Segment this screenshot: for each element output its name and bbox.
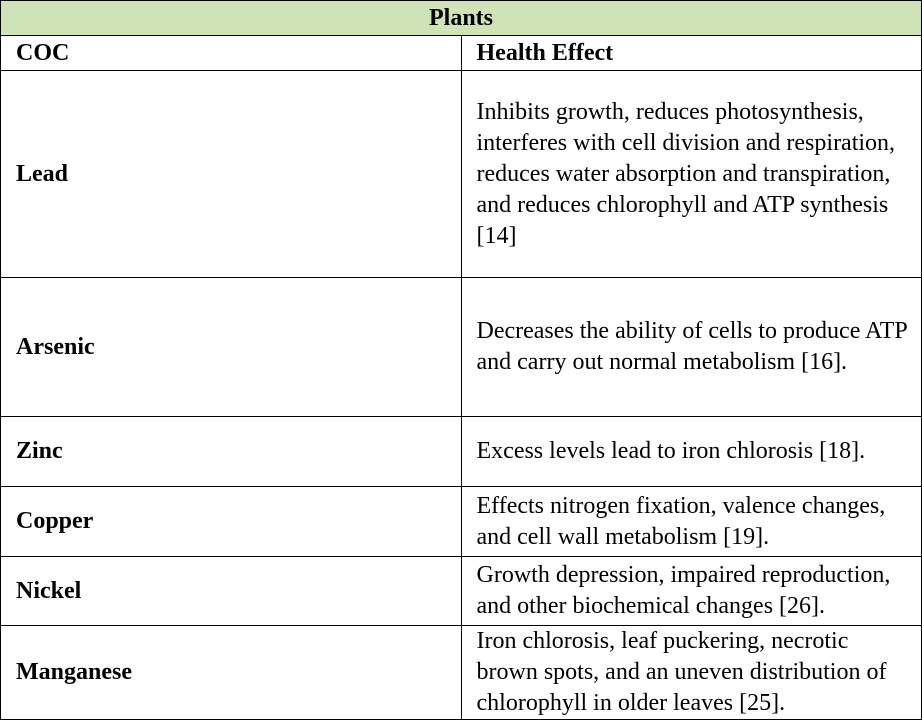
health-effect-cell: Growth depression, impaired reproduction, and other biochemical changes [26]. xyxy=(461,557,922,626)
column-header-coc: COC xyxy=(1,36,462,71)
table-row xyxy=(1,278,922,417)
coc-cell: Zinc xyxy=(1,417,462,487)
coc-cell: Manganese xyxy=(1,626,462,720)
column-header-health-effect: Health Effect xyxy=(461,36,922,71)
coc-cell: Lead xyxy=(1,71,462,278)
health-effect-cell: Decreases the ability of cells to produce ATP and carry out normal metabolism [16]. xyxy=(461,278,922,417)
table-title: Plants xyxy=(1,1,922,36)
health-effect-cell: Iron chlorosis, leaf puckering, necrotic brown spots, and an uneven distribution of chlorophyll in older leaves [25]. xyxy=(461,626,922,720)
health-effect-cell: Excess levels lead to iron chlorosis [18]. xyxy=(461,417,922,487)
coc-cell: Arsenic xyxy=(1,278,462,417)
table-header-row xyxy=(1,36,922,71)
table-row xyxy=(1,487,922,557)
table-row xyxy=(1,71,922,278)
health-effect-cell: Inhibits growth, reduces photosynthesis, interferes with cell division and respiration, reduces water absorption and transpiration, and reduces chlorophyll and ATP synthesis [14] xyxy=(461,71,922,278)
table-row xyxy=(1,417,922,487)
table-row xyxy=(1,626,922,720)
coc-cell: Copper xyxy=(1,487,462,557)
coc-cell: Nickel xyxy=(1,557,462,626)
health-effect-cell: Effects nitrogen fixation, valence changes, and cell wall metabolism [19]. xyxy=(461,487,922,557)
table-row xyxy=(1,557,922,626)
table-title-row xyxy=(1,1,922,36)
